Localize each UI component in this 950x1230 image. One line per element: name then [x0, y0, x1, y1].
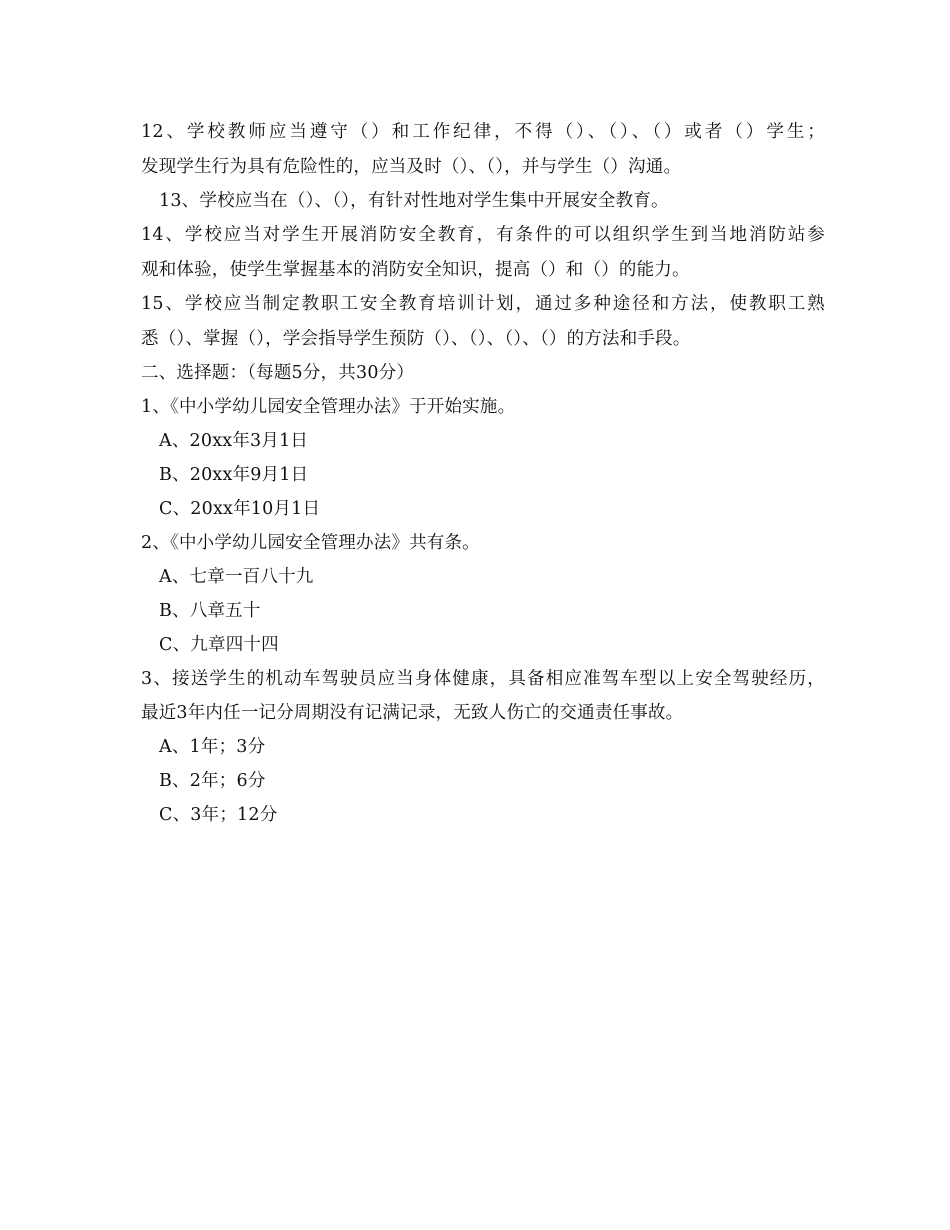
question-12-line-1: 12、学校教师应当遵守（）和工作纪律，不得（）、（）、（）或者（）学生； — [141, 122, 825, 142]
section-title: 二、选择题：（每题5分，共30分） — [141, 363, 415, 383]
mc-question-2-option-c: C、九章四十四 — [159, 635, 279, 655]
mc-question-1-option-c: C、20xx年10月1日 — [159, 499, 321, 519]
mc-question-2-option-b: B、八章五十 — [159, 601, 261, 621]
mc-question-3-option-b: B、2年；6分 — [159, 771, 266, 791]
mc-question-2: 2、《中小学幼儿园安全管理办法》共有条。 — [141, 533, 480, 553]
mc-question-1-option-b: B、20xx年9月1日 — [159, 465, 309, 485]
mc-question-2-option-a: A、七章一百八十九 — [159, 567, 314, 587]
question-15-line-2: 悉（）、掌握（），学会指导学生预防（）、（）、（）、（）的方法和手段。 — [141, 329, 691, 349]
question-15-line-1: 15、学校应当制定教职工安全教育培训计划，通过多种途径和方法，使教职工熟 — [141, 294, 825, 314]
question-13-line-1: 13、学校应当在（）、（），有针对性地对学生集中开展安全教育。 — [159, 191, 669, 211]
mc-question-1: 1、《中小学幼儿园安全管理办法》于开始实施。 — [141, 397, 516, 417]
mc-question-3-option-c: C、3年；12分 — [159, 805, 278, 825]
mc-question-3-option-a: A、1年；3分 — [159, 737, 266, 757]
mc-question-3-line-2: 最近3年内任一记分周期没有记满记录，无致人伤亡的交通责任事故。 — [141, 703, 684, 723]
question-14-line-2: 观和体验，使学生掌握基本的消防安全知识，提高（）和（）的能力。 — [141, 260, 690, 280]
mc-question-3-line-1: 3、接送学生的机动车驾驶员应当身体健康，具备相应准驾车型以上安全驾驶经历， — [141, 669, 825, 689]
question-14-line-1: 14、学校应当对学生开展消防安全教育，有条件的可以组织学生到当地消防站参 — [141, 225, 825, 245]
question-12-line-2: 发现学生行为具有危险性的，应当及时（）、（），并与学生（）沟通。 — [141, 157, 682, 177]
mc-question-1-option-a: A、20xx年3月1日 — [159, 431, 309, 451]
